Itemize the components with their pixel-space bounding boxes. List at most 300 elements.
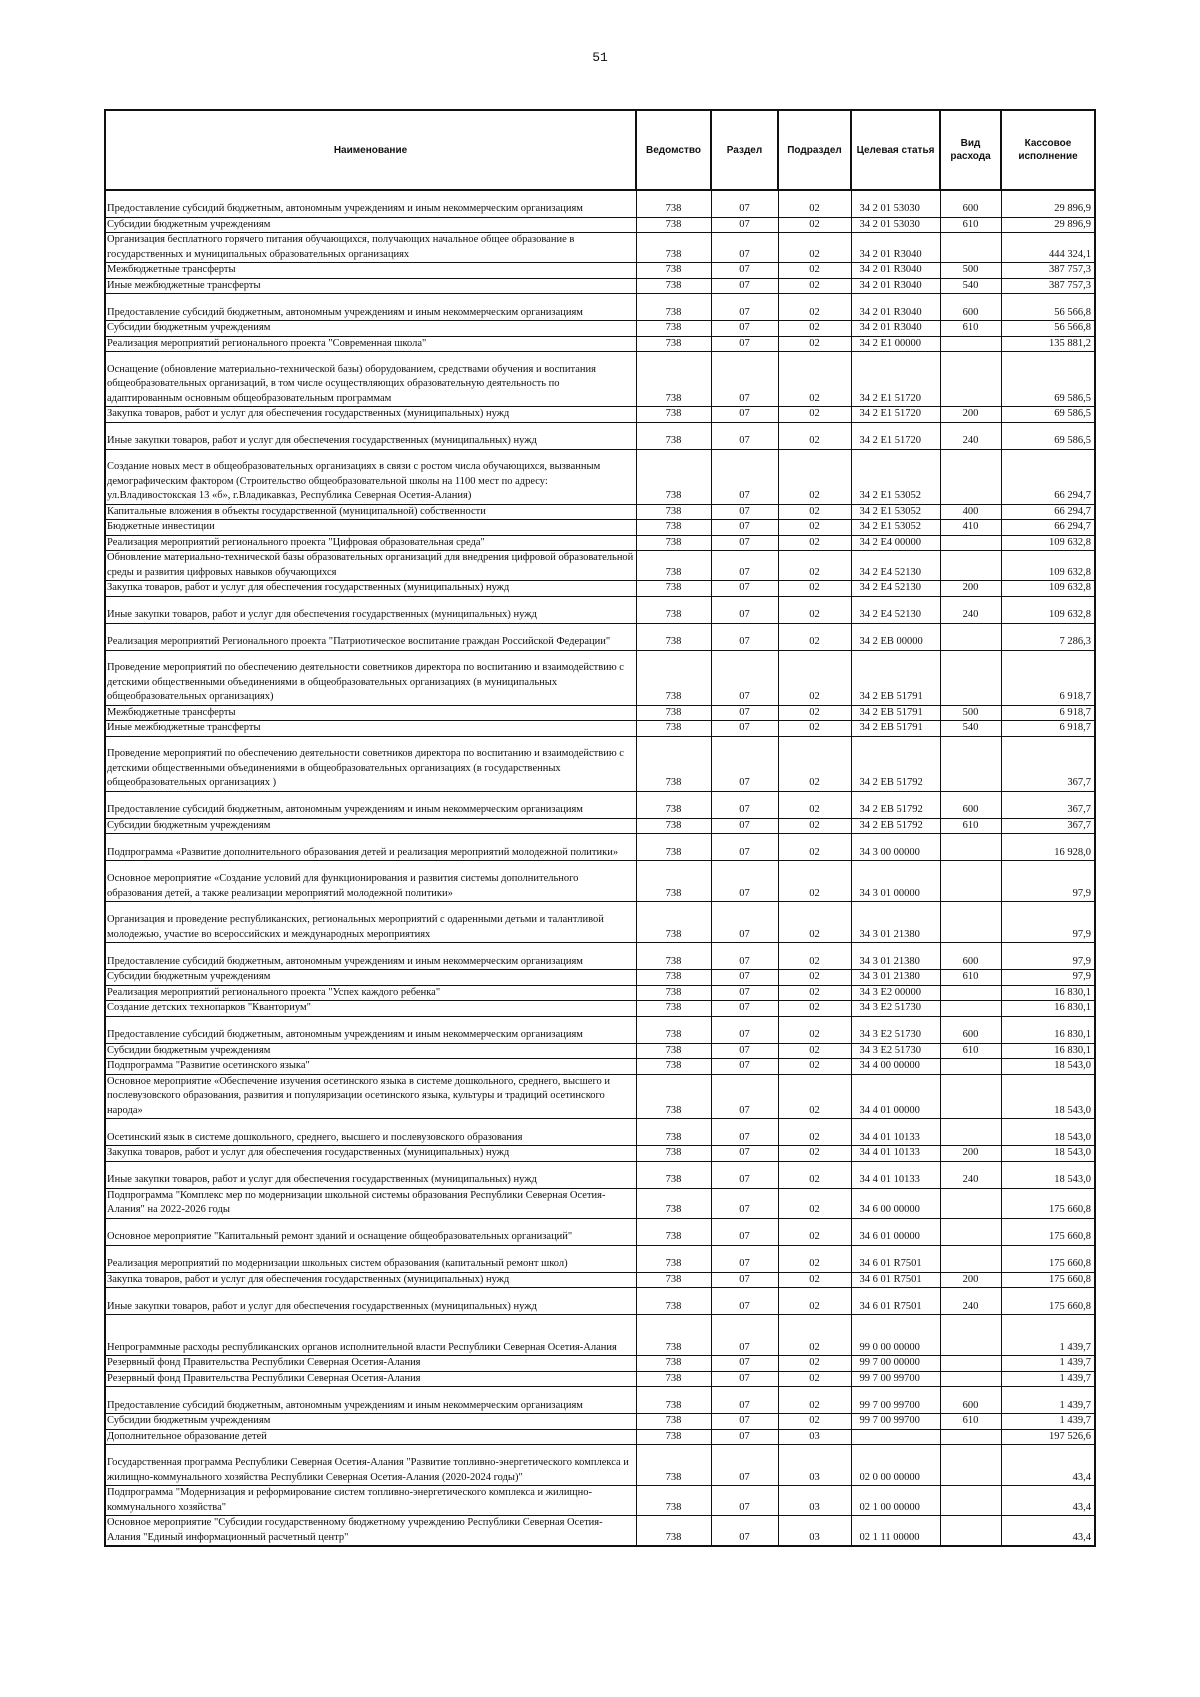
cell-section: 07 (711, 1516, 778, 1547)
cell-name: Предоставление субсидий бюджетным, автономным учреждениям и иным некоммерческим организациям (105, 190, 636, 217)
cell-department: 738 (636, 217, 711, 233)
cell-target-article: 34 2 E4 52130 (851, 581, 940, 597)
cell-target-article: 34 2 01 53030 (851, 217, 940, 233)
cell-department: 738 (636, 581, 711, 597)
cell-name: Иные закупки товаров, работ и услуг для обеспечения государственных (муниципальных) нужд (105, 422, 636, 449)
cell-expense-type: 610 (940, 217, 1001, 233)
cell-expense-type (940, 1356, 1001, 1372)
cell-department: 738 (636, 902, 711, 943)
table-row (105, 294, 1095, 321)
cell-department: 738 (636, 1356, 711, 1372)
cell-expense-type: 240 (940, 1161, 1001, 1188)
cell-expense-type (940, 336, 1001, 352)
cell-name: Предоставление субсидий бюджетным, автономным учреждениям и иным некоммерческим организациям (105, 943, 636, 970)
cell-target-article: 34 2 E4 00000 (851, 535, 940, 551)
cell-name: Дополнительное образование детей (105, 1429, 636, 1445)
cell-subsection: 02 (778, 294, 851, 321)
cell-section: 07 (711, 581, 778, 597)
table-row (105, 1074, 1095, 1119)
cell-expense-type (940, 449, 1001, 504)
cell-department: 738 (636, 791, 711, 818)
cell-name: Непрограммные расходы республиканских органов исполнительной власти Республики Северная Осетия-Алания (105, 1315, 636, 1356)
cell-cash-execution: 6 918,7 (1001, 705, 1095, 721)
cell-cash-execution: 66 294,7 (1001, 449, 1095, 504)
cell-cash-execution: 367,7 (1001, 736, 1095, 791)
cell-cash-execution: 367,7 (1001, 791, 1095, 818)
cell-subsection: 02 (778, 985, 851, 1001)
table-row (105, 1387, 1095, 1414)
cell-section: 07 (711, 985, 778, 1001)
cell-department: 738 (636, 1074, 711, 1119)
cell-department: 738 (636, 263, 711, 279)
cell-subsection: 02 (778, 352, 851, 407)
cell-section: 07 (711, 535, 778, 551)
cell-section: 07 (711, 233, 778, 263)
cell-target-article: 34 2 01 R3040 (851, 263, 940, 279)
cell-cash-execution: 69 586,5 (1001, 422, 1095, 449)
cell-section: 07 (711, 1074, 778, 1119)
cell-subsection: 03 (778, 1429, 851, 1445)
cell-target-article: 34 3 E2 51730 (851, 1043, 940, 1059)
cell-subsection: 02 (778, 321, 851, 337)
table-row (105, 422, 1095, 449)
cell-name: Реализация мероприятий регионального проекта "Цифровая образовательная среда" (105, 535, 636, 551)
cell-expense-type: 200 (940, 581, 1001, 597)
table-row (105, 791, 1095, 818)
cell-cash-execution: 175 660,8 (1001, 1218, 1095, 1245)
cell-department: 738 (636, 943, 711, 970)
cell-cash-execution: 69 586,5 (1001, 352, 1095, 407)
cell-target-article: 34 2 EB 51791 (851, 705, 940, 721)
cell-section: 07 (711, 736, 778, 791)
cell-cash-execution: 1 439,7 (1001, 1356, 1095, 1372)
cell-subsection: 02 (778, 504, 851, 520)
cell-department: 738 (636, 294, 711, 321)
cell-target-article: 34 2 E1 51720 (851, 407, 940, 423)
cell-target-article: 34 2 01 R3040 (851, 294, 940, 321)
cell-name: Межбюджетные трансферты (105, 263, 636, 279)
cell-subsection: 02 (778, 263, 851, 279)
cell-cash-execution: 6 918,7 (1001, 721, 1095, 737)
cell-name: Иные закупки товаров, работ и услуг для обеспечения государственных (муниципальных) нужд (105, 596, 636, 623)
cell-section: 07 (711, 1016, 778, 1043)
cell-cash-execution: 66 294,7 (1001, 520, 1095, 536)
cell-name: Подпрограмма «Развитие дополнительного образования детей и реализация мероприятий молодежной политики» (105, 834, 636, 861)
cell-section: 07 (711, 1315, 778, 1356)
cell-subsection: 02 (778, 1371, 851, 1387)
table-row (105, 1272, 1095, 1288)
cell-name: Предоставление субсидий бюджетным, автономным учреждениям и иным некоммерческим организациям (105, 294, 636, 321)
cell-expense-type: 600 (940, 190, 1001, 217)
cell-expense-type (940, 1516, 1001, 1547)
cell-name: Подпрограмма "Развитие осетинского языка" (105, 1059, 636, 1075)
cell-section: 07 (711, 943, 778, 970)
cell-subsection: 02 (778, 1001, 851, 1017)
cell-department: 738 (636, 834, 711, 861)
cell-department: 738 (636, 1245, 711, 1272)
cell-target-article: 34 2 EB 51792 (851, 791, 940, 818)
cell-subsection: 02 (778, 1161, 851, 1188)
cell-cash-execution: 109 632,8 (1001, 581, 1095, 597)
cell-section: 07 (711, 818, 778, 834)
table-row (105, 1414, 1095, 1430)
cell-department: 738 (636, 336, 711, 352)
cell-department: 738 (636, 596, 711, 623)
cell-expense-type: 200 (940, 407, 1001, 423)
cell-name: Резервный фонд Правительства Республики Северная Осетия-Алания (105, 1356, 636, 1372)
cell-cash-execution: 18 543,0 (1001, 1059, 1095, 1075)
cell-cash-execution: 43,4 (1001, 1516, 1095, 1547)
cell-subsection: 02 (778, 861, 851, 902)
cell-cash-execution: 29 896,9 (1001, 217, 1095, 233)
cell-name: Осетинский язык в системе дошкольного, среднего, высшего и послевузовского образования (105, 1119, 636, 1146)
cell-subsection: 02 (778, 1146, 851, 1162)
cell-expense-type: 200 (940, 1146, 1001, 1162)
cell-department: 738 (636, 1188, 711, 1218)
cell-name: Организация и проведение республиканских, региональных мероприятий с одаренными детьми и талантливой молодежью, участие во всероссийских и международных мероприятиях (105, 902, 636, 943)
cell-department: 738 (636, 233, 711, 263)
cell-subsection: 02 (778, 190, 851, 217)
cell-cash-execution: 97,9 (1001, 861, 1095, 902)
table-row (105, 1516, 1095, 1547)
table-row (105, 551, 1095, 581)
table-row (105, 1356, 1095, 1372)
cell-cash-execution: 175 660,8 (1001, 1288, 1095, 1315)
cell-section: 07 (711, 1119, 778, 1146)
cell-expense-type: 610 (940, 1043, 1001, 1059)
table-row (105, 818, 1095, 834)
table-row (105, 1043, 1095, 1059)
cell-section: 07 (711, 263, 778, 279)
cell-name: Реализация мероприятий регионального проекта "Современная школа" (105, 336, 636, 352)
header-name: Наименование (105, 110, 636, 190)
cell-expense-type: 500 (940, 263, 1001, 279)
cell-subsection: 02 (778, 705, 851, 721)
cell-subsection: 02 (778, 520, 851, 536)
cell-department: 738 (636, 1059, 711, 1075)
cell-expense-type (940, 551, 1001, 581)
cell-department: 738 (636, 1315, 711, 1356)
cell-section: 07 (711, 861, 778, 902)
cell-name: Субсидии бюджетным учреждениям (105, 970, 636, 986)
cell-department: 738 (636, 861, 711, 902)
cell-expense-type (940, 1188, 1001, 1218)
cell-cash-execution: 66 294,7 (1001, 504, 1095, 520)
table-row (105, 407, 1095, 423)
table-row (105, 1371, 1095, 1387)
cell-expense-type: 610 (940, 970, 1001, 986)
cell-target-article: 34 3 E2 51730 (851, 1016, 940, 1043)
cell-target-article: 34 4 01 10133 (851, 1146, 940, 1162)
cell-subsection: 02 (778, 623, 851, 650)
table-row (105, 985, 1095, 1001)
cell-department: 738 (636, 1146, 711, 1162)
cell-cash-execution: 43,4 (1001, 1486, 1095, 1516)
table-row (105, 233, 1095, 263)
cell-department: 738 (636, 1001, 711, 1017)
cell-name: Закупка товаров, работ и услуг для обеспечения государственных (муниципальных) нужд (105, 581, 636, 597)
table-row (105, 1315, 1095, 1356)
cell-target-article: 34 2 E1 00000 (851, 336, 940, 352)
table-row (105, 902, 1095, 943)
table-row (105, 736, 1095, 791)
cell-expense-type (940, 1445, 1001, 1486)
table-row (105, 1429, 1095, 1445)
cell-name: Предоставление субсидий бюджетным, автономным учреждениям и иным некоммерческим организациям (105, 1016, 636, 1043)
cell-subsection: 02 (778, 902, 851, 943)
cell-target-article: 99 7 00 99700 (851, 1387, 940, 1414)
cell-cash-execution: 29 896,9 (1001, 190, 1095, 217)
cell-expense-type: 600 (940, 791, 1001, 818)
cell-cash-execution: 387 757,3 (1001, 263, 1095, 279)
table-row (105, 1059, 1095, 1075)
cell-department: 738 (636, 1429, 711, 1445)
cell-subsection: 02 (778, 1119, 851, 1146)
cell-target-article: 34 3 E2 00000 (851, 985, 940, 1001)
cell-department: 738 (636, 1445, 711, 1486)
cell-target-article: 99 0 00 00000 (851, 1315, 940, 1356)
cell-expense-type (940, 1059, 1001, 1075)
cell-section: 07 (711, 1188, 778, 1218)
cell-section: 07 (711, 278, 778, 294)
cell-name: Основное мероприятие "Субсидии государственному бюджетному учреждению Республики Северная Осетия-Алания "Единый информационный расчетный центр" (105, 1516, 636, 1547)
cell-expense-type: 240 (940, 422, 1001, 449)
cell-section: 07 (711, 1387, 778, 1414)
cell-section: 07 (711, 705, 778, 721)
cell-subsection: 02 (778, 449, 851, 504)
table-row (105, 1001, 1095, 1017)
cell-target-article: 34 6 01 R7501 (851, 1272, 940, 1288)
cell-section: 07 (711, 1288, 778, 1315)
cell-target-article: 34 2 01 R3040 (851, 321, 940, 337)
cell-expense-type: 600 (940, 1016, 1001, 1043)
cell-section: 07 (711, 1429, 778, 1445)
cell-subsection: 02 (778, 1188, 851, 1218)
cell-subsection: 02 (778, 336, 851, 352)
cell-expense-type (940, 1001, 1001, 1017)
table-row (105, 1445, 1095, 1486)
cell-target-article: 34 3 01 00000 (851, 861, 940, 902)
cell-section: 07 (711, 1371, 778, 1387)
cell-section: 07 (711, 1001, 778, 1017)
cell-subsection: 02 (778, 581, 851, 597)
cell-department: 738 (636, 1161, 711, 1188)
cell-target-article: 34 2 01 R3040 (851, 233, 940, 263)
cell-expense-type (940, 1315, 1001, 1356)
cell-cash-execution: 6 918,7 (1001, 650, 1095, 705)
cell-cash-execution: 367,7 (1001, 818, 1095, 834)
cell-target-article: 34 6 01 R7501 (851, 1288, 940, 1315)
cell-department: 738 (636, 190, 711, 217)
cell-target-article: 99 7 00 99700 (851, 1371, 940, 1387)
cell-name: Межбюджетные трансферты (105, 705, 636, 721)
cell-name: Иные закупки товаров, работ и услуг для обеспечения государственных (муниципальных) нужд (105, 1288, 636, 1315)
cell-cash-execution: 175 660,8 (1001, 1188, 1095, 1218)
table-row (105, 1161, 1095, 1188)
cell-expense-type: 600 (940, 1387, 1001, 1414)
cell-name: Реализация мероприятий регионального проекта "Успех каждого ребенка" (105, 985, 636, 1001)
cell-name: Иные межбюджетные трансферты (105, 278, 636, 294)
cell-department: 738 (636, 736, 711, 791)
cell-department: 738 (636, 985, 711, 1001)
cell-target-article: 34 2 E1 53052 (851, 520, 940, 536)
cell-target-article: 34 6 01 R7501 (851, 1245, 940, 1272)
cell-expense-type: 540 (940, 721, 1001, 737)
cell-target-article: 34 2 E1 53052 (851, 504, 940, 520)
cell-target-article: 34 2 E4 52130 (851, 551, 940, 581)
cell-name: Резервный фонд Правительства Республики Северная Осетия-Алания (105, 1371, 636, 1387)
cell-name: Бюджетные инвестиции (105, 520, 636, 536)
cell-subsection: 02 (778, 1059, 851, 1075)
cell-target-article: 34 2 EB 00000 (851, 623, 940, 650)
cell-name: Создание детских технопарков "Кванториум" (105, 1001, 636, 1017)
table-row (105, 190, 1095, 217)
cell-subsection: 02 (778, 650, 851, 705)
cell-section: 07 (711, 1356, 778, 1372)
cell-expense-type: 610 (940, 321, 1001, 337)
cell-section: 07 (711, 520, 778, 536)
cell-department: 738 (636, 1414, 711, 1430)
cell-name: Государственная программа Республики Северная Осетия-Алания "Развитие топливно-энергетического комплекса и жилищно-коммунального хозяйства Республики Северная Осетия-Алания (2020-2024 годы)" (105, 1445, 636, 1486)
cell-target-article: 34 4 00 00000 (851, 1059, 940, 1075)
header-section: Раздел (711, 110, 778, 190)
cell-section: 07 (711, 217, 778, 233)
table-row (105, 1245, 1095, 1272)
cell-expense-type (940, 623, 1001, 650)
cell-department: 738 (636, 705, 711, 721)
cell-section: 07 (711, 1272, 778, 1288)
cell-section: 07 (711, 1161, 778, 1188)
table-body (105, 190, 1095, 1546)
cell-cash-execution: 56 566,8 (1001, 294, 1095, 321)
cell-subsection: 03 (778, 1486, 851, 1516)
cell-subsection: 03 (778, 1516, 851, 1547)
cell-expense-type: 610 (940, 1414, 1001, 1430)
cell-target-article: 34 2 01 R3040 (851, 278, 940, 294)
cell-expense-type (940, 985, 1001, 1001)
table-row (105, 535, 1095, 551)
cell-department: 738 (636, 449, 711, 504)
cell-cash-execution: 197 526,6 (1001, 1429, 1095, 1445)
cell-expense-type (940, 233, 1001, 263)
cell-department: 738 (636, 1288, 711, 1315)
cell-department: 738 (636, 278, 711, 294)
cell-subsection: 02 (778, 278, 851, 294)
cell-cash-execution: 18 543,0 (1001, 1161, 1095, 1188)
cell-expense-type (940, 902, 1001, 943)
cell-section: 07 (711, 449, 778, 504)
cell-section: 07 (711, 1059, 778, 1075)
cell-target-article: 34 4 01 10133 (851, 1161, 940, 1188)
cell-department: 738 (636, 721, 711, 737)
cell-cash-execution: 175 660,8 (1001, 1272, 1095, 1288)
cell-cash-execution: 97,9 (1001, 943, 1095, 970)
cell-section: 07 (711, 902, 778, 943)
cell-section: 07 (711, 970, 778, 986)
cell-target-article: 34 3 01 21380 (851, 943, 940, 970)
header-expense-type: Вид расхода (940, 110, 1001, 190)
cell-department: 738 (636, 1043, 711, 1059)
cell-cash-execution: 97,9 (1001, 970, 1095, 986)
cell-name: Реализация мероприятий по модернизации школьных систем образования (капитальный ремонт школ) (105, 1245, 636, 1272)
cell-target-article: 34 3 01 21380 (851, 970, 940, 986)
cell-name: Оснащение (обновление материально-технической базы) оборудованием, средствами обучения и воспитания общеобразовательных организаций, в том числе осуществляющих образовательную деятельность по адаптированным основным общеобразовательным программам (105, 352, 636, 407)
cell-cash-execution: 16 928,0 (1001, 834, 1095, 861)
cell-subsection: 02 (778, 1074, 851, 1119)
cell-department: 738 (636, 407, 711, 423)
cell-subsection: 02 (778, 422, 851, 449)
cell-expense-type (940, 834, 1001, 861)
cell-target-article: 02 1 00 00000 (851, 1486, 940, 1516)
header-department: Ведомство (636, 110, 711, 190)
cell-expense-type: 200 (940, 1272, 1001, 1288)
table-row (105, 943, 1095, 970)
cell-cash-execution: 109 632,8 (1001, 551, 1095, 581)
cell-section: 07 (711, 551, 778, 581)
cell-section: 07 (711, 834, 778, 861)
cell-section: 07 (711, 791, 778, 818)
table-row (105, 834, 1095, 861)
cell-name: Субсидии бюджетным учреждениям (105, 1043, 636, 1059)
cell-section: 07 (711, 422, 778, 449)
cell-subsection: 02 (778, 535, 851, 551)
cell-expense-type (940, 861, 1001, 902)
cell-cash-execution: 1 439,7 (1001, 1414, 1095, 1430)
cell-name: Организация бесплатного горячего питания обучающихся, получающих начальное общее образование в государственных и муниципальных образовательных организациях (105, 233, 636, 263)
table-row (105, 1218, 1095, 1245)
cell-name: Субсидии бюджетным учреждениям (105, 1414, 636, 1430)
cell-cash-execution: 387 757,3 (1001, 278, 1095, 294)
header-row (105, 110, 1095, 190)
table-row (105, 861, 1095, 902)
cell-section: 07 (711, 1146, 778, 1162)
cell-cash-execution: 7 286,3 (1001, 623, 1095, 650)
cell-section: 07 (711, 1218, 778, 1245)
cell-section: 07 (711, 650, 778, 705)
table-row (105, 449, 1095, 504)
cell-name: Подпрограмма "Комплекс мер по модернизации школьной системы образования Республики Северная Осетия-Алания" на 2022-2026 годы (105, 1188, 636, 1218)
cell-section: 07 (711, 623, 778, 650)
cell-expense-type (940, 1245, 1001, 1272)
cell-name: Основное мероприятие "Капитальный ремонт зданий и оснащение общеобразовательных организаций" (105, 1218, 636, 1245)
cell-cash-execution: 16 830,1 (1001, 1043, 1095, 1059)
cell-subsection: 02 (778, 1043, 851, 1059)
cell-section: 07 (711, 1486, 778, 1516)
header-cash-execution: Кассовое исполнение (1001, 110, 1095, 190)
cell-expense-type: 600 (940, 294, 1001, 321)
cell-subsection: 02 (778, 1315, 851, 1356)
cell-subsection: 02 (778, 407, 851, 423)
cell-expense-type (940, 1218, 1001, 1245)
cell-subsection: 02 (778, 970, 851, 986)
table-row (105, 1486, 1095, 1516)
cell-cash-execution: 175 660,8 (1001, 1245, 1095, 1272)
table-row (105, 1188, 1095, 1218)
header-target-article: Целевая статья (851, 110, 940, 190)
cell-target-article: 34 2 EB 51792 (851, 736, 940, 791)
cell-expense-type: 500 (940, 705, 1001, 721)
cell-target-article: 34 2 EB 51791 (851, 721, 940, 737)
cell-department: 738 (636, 1371, 711, 1387)
table-row (105, 596, 1095, 623)
cell-target-article: 34 2 E4 52130 (851, 596, 940, 623)
cell-department: 738 (636, 623, 711, 650)
cell-department: 738 (636, 520, 711, 536)
cell-cash-execution: 97,9 (1001, 902, 1095, 943)
cell-section: 07 (711, 294, 778, 321)
cell-expense-type (940, 736, 1001, 791)
cell-subsection: 02 (778, 1218, 851, 1245)
